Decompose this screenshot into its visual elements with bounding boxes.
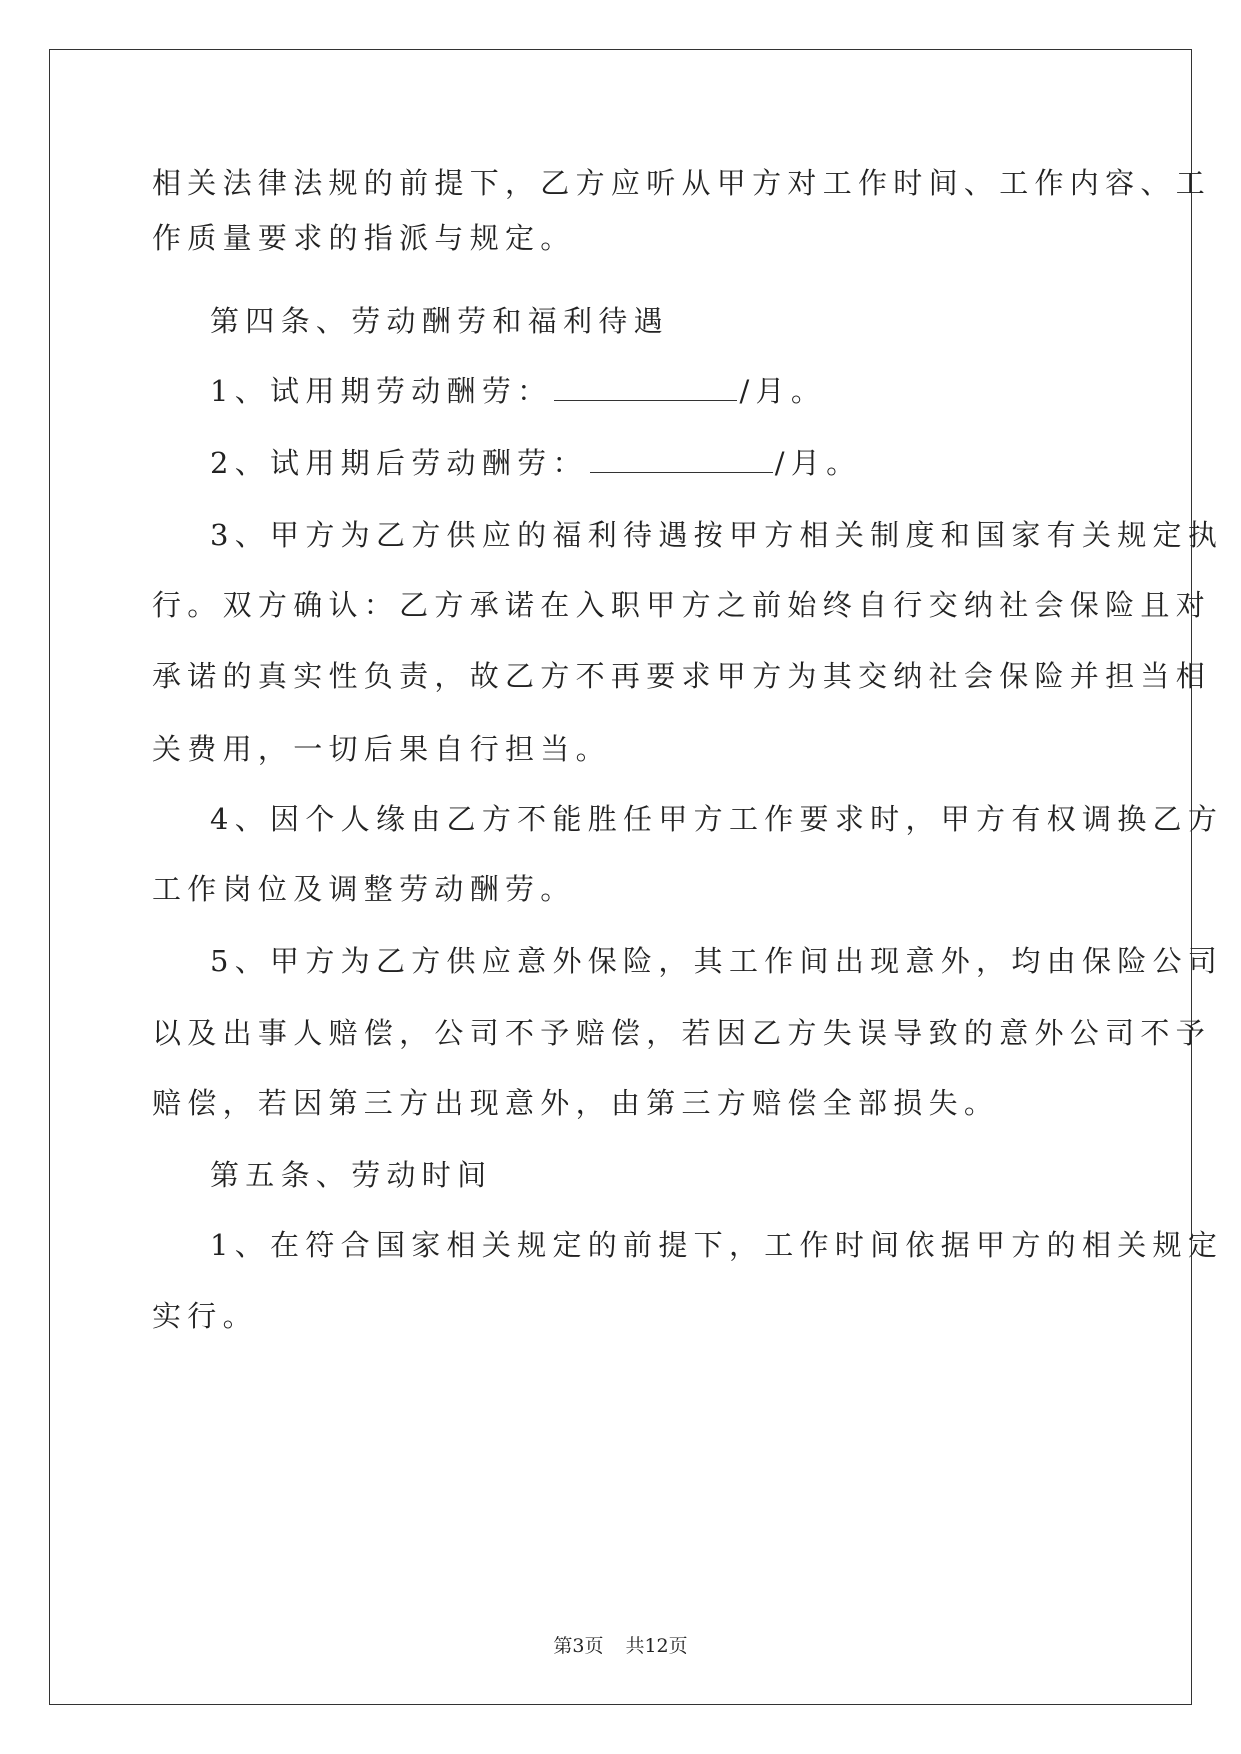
salary-probation-label: 1、试用期劳动酬劳： [210, 374, 553, 408]
paragraph-line: 相关法律法规的前提下，乙方应听从甲方对工作时间、工作内容、工 [152, 166, 1212, 200]
salary-after-probation-unit: /月。 [774, 446, 862, 480]
page-number-current: 第3页 [553, 1635, 604, 1657]
page-number-total: 共12页 [625, 1635, 688, 1657]
paragraph-line: 承诺的真实性负责，故乙方不再要求甲方为其交纳社会保险并担当相 [152, 659, 1212, 693]
paragraph-line: 3、甲方为乙方供应的福利待遇按甲方相关制度和国家有关规定执 [210, 518, 1224, 552]
salary-after-probation-blank[interactable] [590, 444, 773, 473]
salary-probation-unit: /月。 [739, 374, 827, 408]
salary-probation-blank[interactable] [554, 372, 737, 401]
paragraph-line: 以及出事人赔偿，公司不予赔偿，若因乙方失误导致的意外公司不予 [152, 1016, 1212, 1050]
paragraph-line: 作质量要求的指派与规定。 [152, 221, 576, 255]
salary-after-probation-line [210, 443, 861, 483]
salary-after-probation-label: 2、试用期后劳动酬劳： [210, 446, 588, 480]
page-footer [0, 1631, 1241, 1658]
salary-probation-line [210, 371, 826, 411]
paragraph-line: 行。双方确认：乙方承诺在入职甲方之前始终自行交纳社会保险且对 [152, 588, 1212, 622]
section-heading: 第四条、劳动酬劳和福利待遇 [210, 304, 669, 338]
paragraph-line: 实行。 [152, 1299, 258, 1333]
paragraph-line: 工作岗位及调整劳动酬劳。 [152, 872, 576, 906]
paragraph-line: 5、甲方为乙方供应意外保险，其工作间出现意外，均由保险公司 [210, 944, 1224, 978]
paragraph-line: 关费用，一切后果自行担当。 [152, 732, 611, 766]
paragraph-line: 1、在符合国家相关规定的前提下，工作时间依据甲方的相关规定 [210, 1228, 1224, 1262]
paragraph-line: 赔偿，若因第三方出现意外，由第三方赔偿全部损失。 [152, 1086, 1000, 1120]
paragraph-line: 4、因个人缘由乙方不能胜任甲方工作要求时，甲方有权调换乙方 [210, 802, 1224, 836]
section-heading: 第五条、劳动时间 [210, 1158, 493, 1192]
